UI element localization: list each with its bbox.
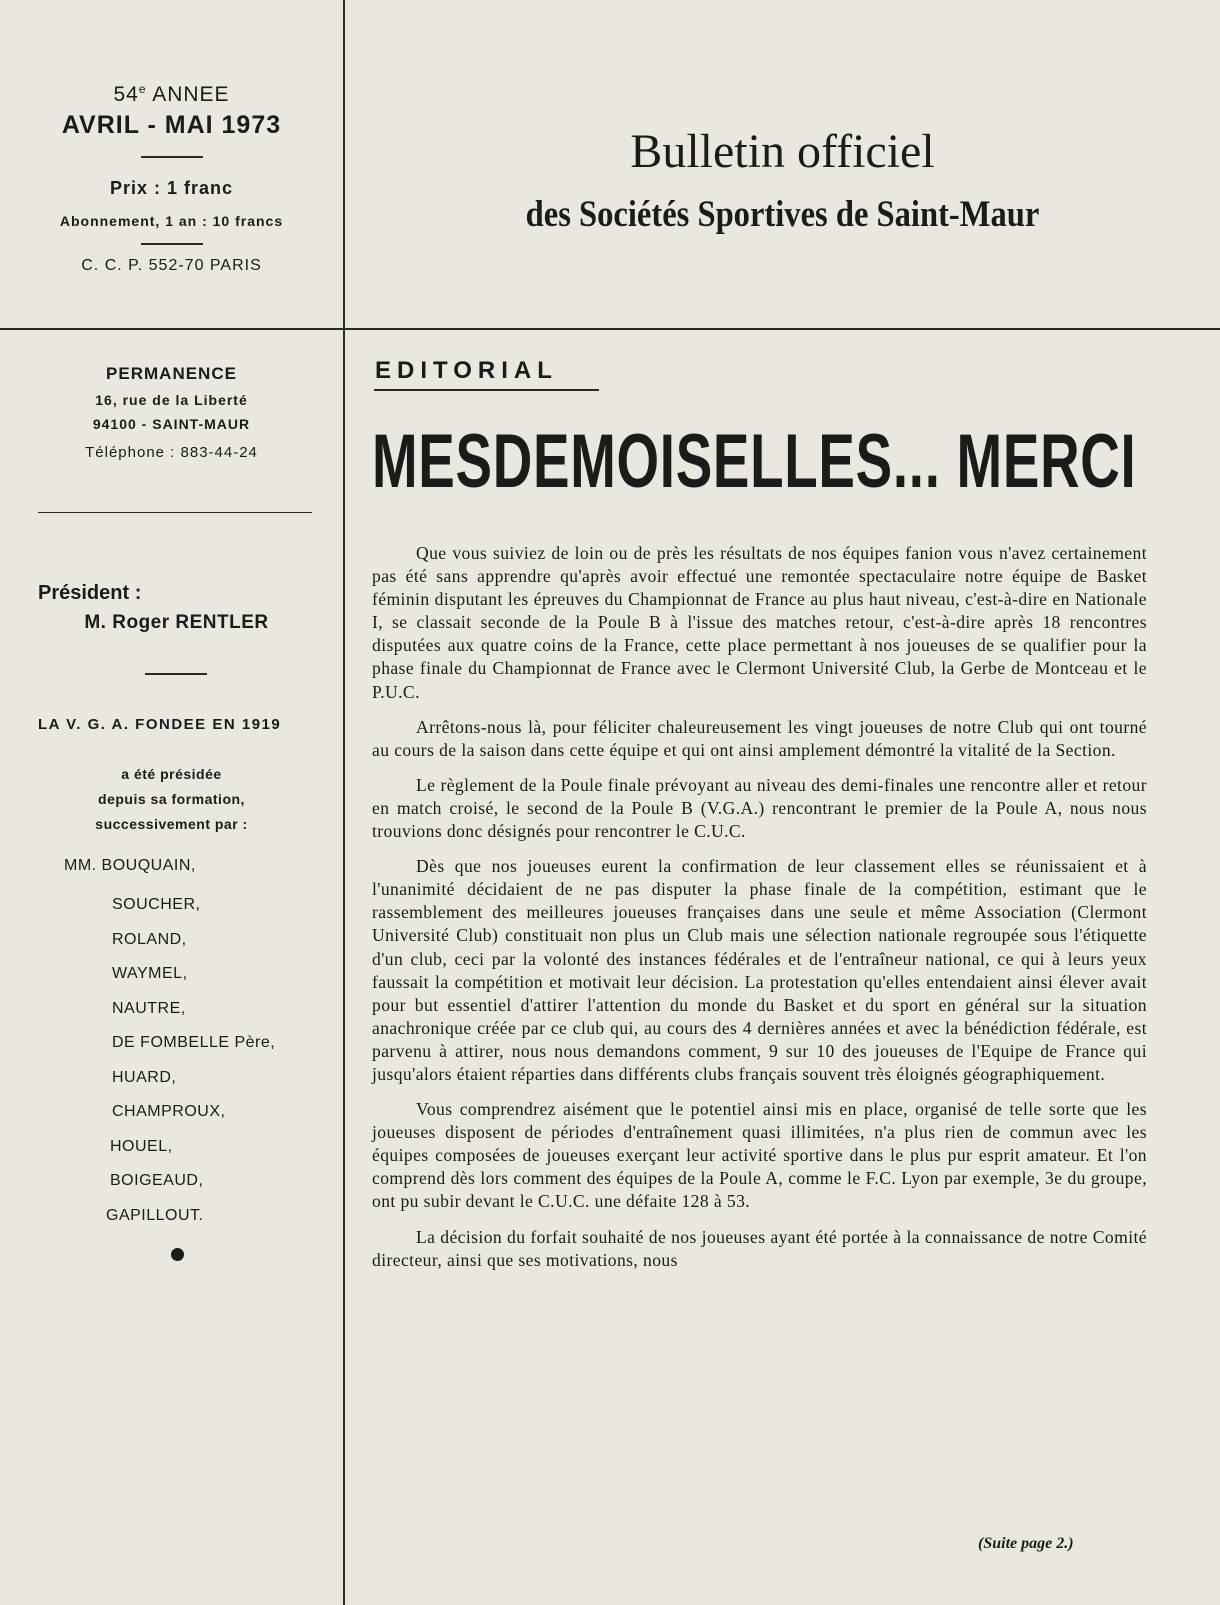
issue-info (0, 82, 343, 275)
subscription-price: Abonnement, 1 an : 10 francs (59, 213, 284, 229)
permanence-phone: Téléphone : 883-44-24 (85, 444, 258, 461)
info-rule (141, 156, 203, 158)
masthead-title: Bulletin officiel (630, 125, 935, 178)
article-headline: MESDEMOISELLES... MERCI (372, 419, 1137, 504)
article-paragraph: Le règlement de la Poule finale prévoyant au niveau des demi-finales une rencontre aller et retour en match croisé, le second de la Poule B (V.G.A.) rencontrant le premier de la Poule A, nous nous trouvions donc désignés pour rencontrer le C.U.C. (372, 774, 1147, 842)
issue-year: 54e ANNEE (113, 82, 230, 106)
president-entry: HOUEL, (110, 1137, 173, 1155)
presidents-prefix: MM. BOUQUAIN, (64, 857, 196, 874)
article-paragraph: La décision du forfait souhaité de nos joueuses ayant été portée à la connaissance de notre Comité directeur, ainsi que ses motivations, nous (372, 1226, 1147, 1270)
president-entry: DE FOMBELLE Père, (112, 1034, 276, 1051)
ccp-account: C. C. P. 552-70 PARIS (81, 257, 262, 274)
president-entry: NAUTRE, (112, 999, 186, 1017)
vga-desc-line: depuis sa formation, (98, 791, 245, 807)
article-paragraph: Que vous suiviez de loin ou de près les résultats de nos équipes fanion vous n'avez certainement pas été sans apprendre qu'après avoir effectué une remontée spectaculaire notre équipe de Basket féminin disputant les épreuves du Championnat de France au plus haut niveau, c'est-à-dire en Nationale I, se classait seconde de la Poule B à l'issue des matches retour, c'est-à-dire après 18 rencontres disputées aux quatre coins de la France, cette place permettant à nos joueuses de se qualifier pour la phase finale du Championnat de France avec le Clermont Université Club, la Gerbe de Montceau et le P.U.C. (372, 543, 1147, 702)
vga-desc-line: successivement par : (95, 816, 248, 832)
vga-description (0, 762, 343, 837)
masthead-subtitle: des Sociétés Sportives de Saint-Maur (525, 194, 1040, 235)
president-entry: SOUCHER, (112, 896, 201, 913)
left-rule (38, 512, 312, 513)
president-entry: HUARD, (112, 1068, 177, 1086)
section-underline (374, 389, 599, 391)
issue-date: AVRIL - MAI 1973 (61, 111, 282, 139)
left-short-rule (145, 673, 207, 675)
section-label: EDITORIAL (375, 357, 558, 384)
article-paragraph: Vous comprendrez aisément que le potentiel ainsi mis en place, organisé de telle sorte que les joueuses disposent de périodes d'entraînement quasi illimitées, n'a plus rien de commun avec les équipes composées de joueuses exerçant leur activité sportive dans le plus pur esprit amateur. Et l'on comprend dès lors comment des équipes de la Poule A, comme le F.C. Lyon par exemple, 3e du groupe, ont pu subir devant le C.U.C. une défaite 128 à 53. (372, 1099, 1147, 1212)
vertical-divider (343, 0, 345, 1605)
article-body (372, 542, 1147, 1284)
president-entry: WAYMEL, (112, 965, 188, 982)
article-paragraph: Dès que nos joueuses eurent la confirmation de leur classement elles se réunissaient et à l'unanimité décidaient de ne pas disputer la phase finale de la compétition, estimant que le rassemblement des meilleures joueuses françaises dans une seule et même Association (Clermont Université Club) constituait non plus un Club mais une sélection nationale regroupée sous l'étiquette d'un club, ceci par la volonté des instances fédérales et de l'entraîneur national, ce qui à leurs yeux faussait la compétition et motivait leur décision. La protestation qu'elles entendaient ainsi élever avait pour but essentiel d'attirer l'attention du monde du Basket et du sport en général sur la situation anachronique créée par ce club qui, au cours des 4 dernières années et avec la bénédiction fédérale, est parvenu à attirer, nous nous demandons comment, 9 sur 10 des joueuses de l'Equipe de France qui jusqu'alors étaient réparties dans différents clubs français souvent très éloignés géographiquement. (372, 856, 1147, 1084)
president-entry: GAPILLOUT. (106, 1206, 204, 1224)
president-name: M. Roger RENTLER (84, 612, 269, 633)
bullet-dot (171, 1248, 184, 1261)
presidents-list (106, 888, 276, 1233)
permanence-block (0, 364, 343, 461)
continued-note: (Suite page 2.) (978, 1535, 1074, 1552)
permanence-address: 16, rue de la Liberté (95, 392, 248, 408)
president-entry: BOIGEAUD, (110, 1172, 204, 1189)
issue-price: Prix : 1 franc (109, 178, 234, 198)
vga-desc-line: a été présidée (121, 766, 222, 782)
horizontal-divider (0, 328, 1220, 330)
vga-founded: LA V. G. A. FONDEE EN 1919 (38, 716, 282, 733)
info-rule (141, 243, 203, 245)
president-entry: ROLAND, (112, 930, 187, 948)
president-entry: CHAMPROUX, (112, 1103, 226, 1120)
president-label: Président : (38, 582, 142, 604)
permanence-title: PERMANENCE (106, 364, 237, 383)
article-paragraph: Arrêtons-nous là, pour féliciter chaleureusement les vingt joueuses de notre Club qui ont tourné au cours de la saison dans cette équipe et qui ont ainsi amplement démontré la vitalité de la Section. (372, 716, 1147, 760)
permanence-city: 94100 - SAINT-MAUR (92, 416, 251, 432)
